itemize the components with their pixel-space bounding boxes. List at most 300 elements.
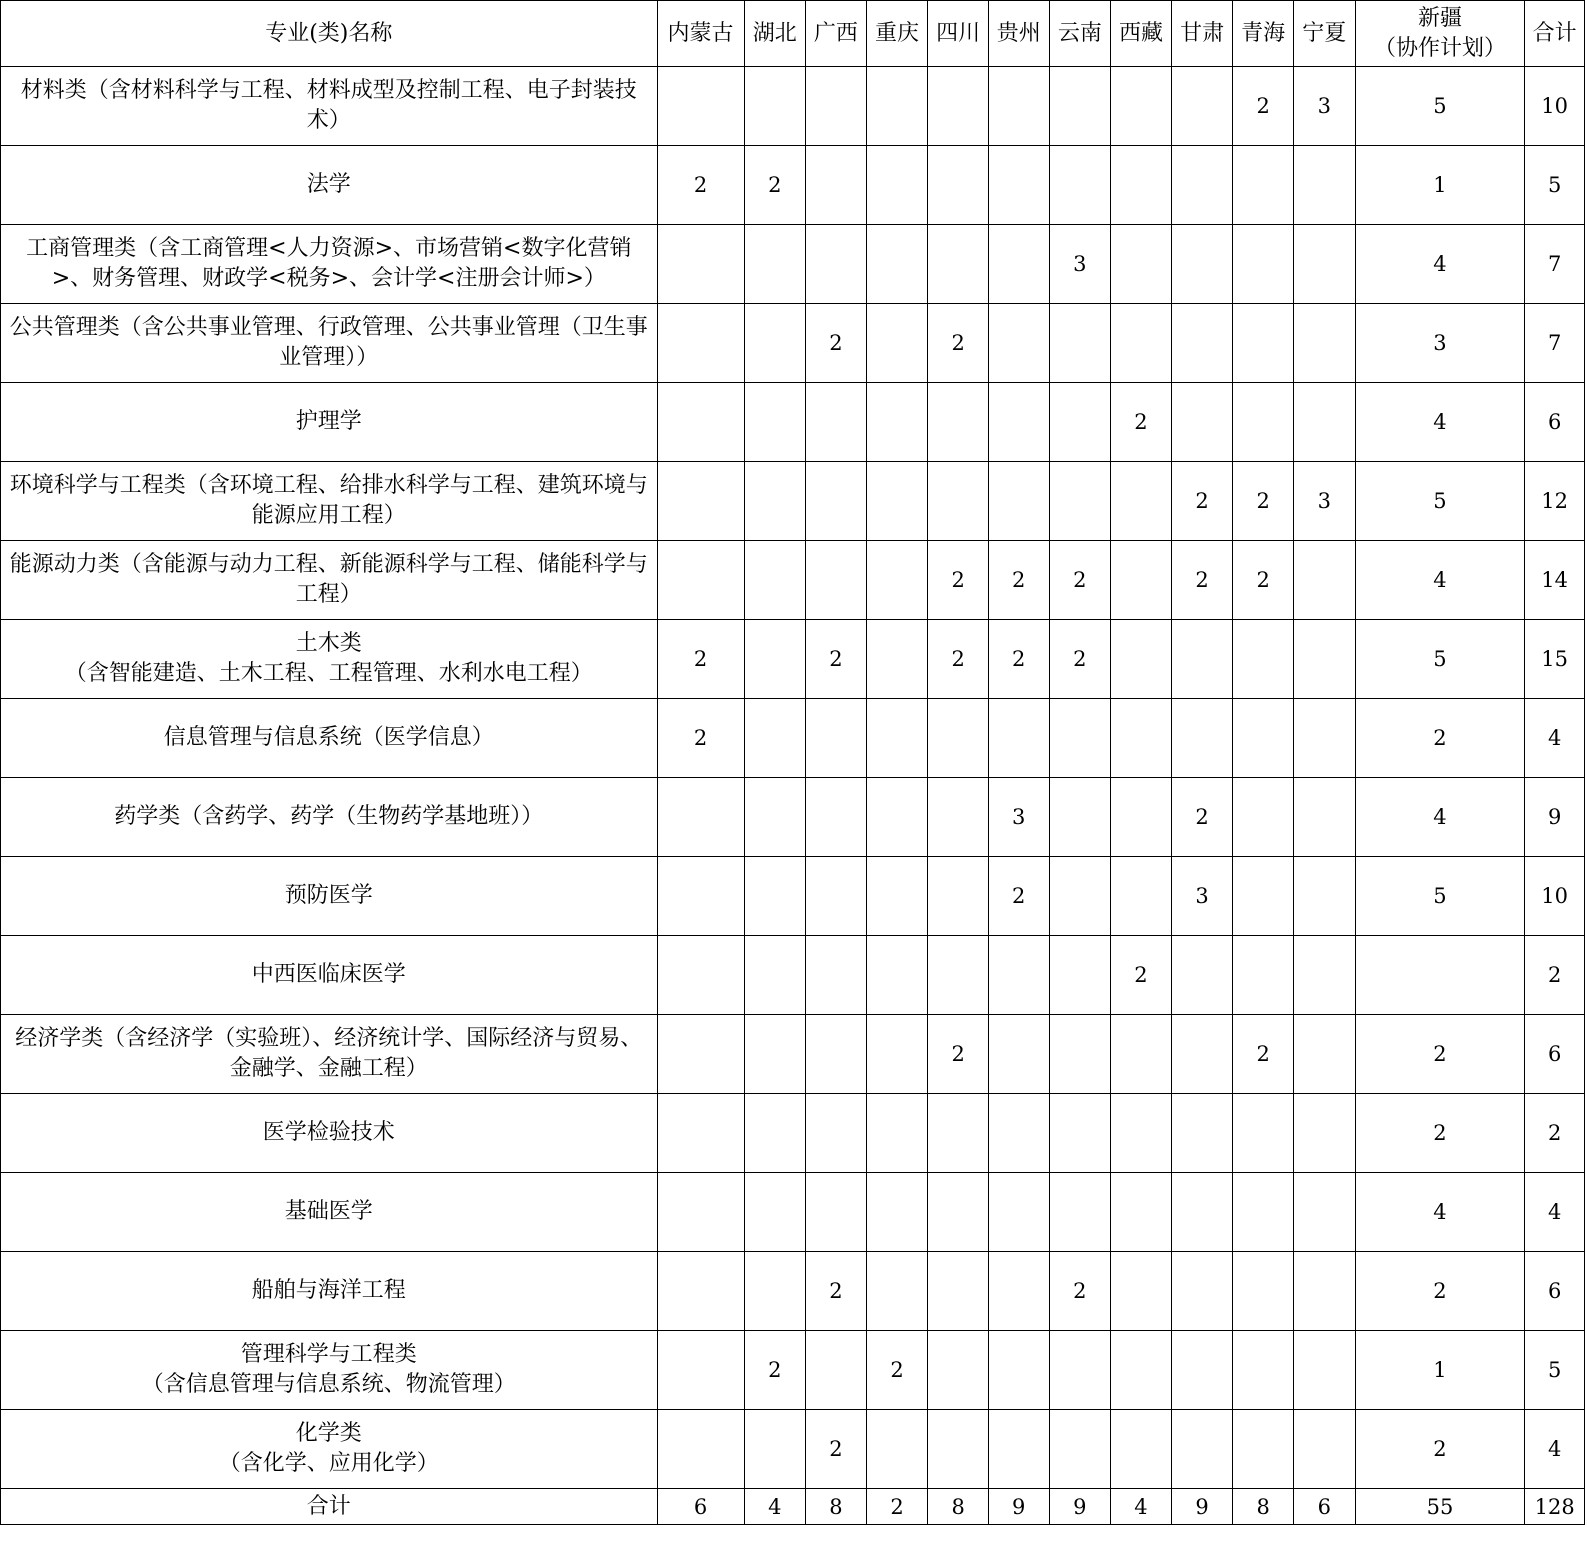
- quota-cell: [1293, 778, 1355, 857]
- major-name-cell: 医学检验技术: [1, 1094, 658, 1173]
- quota-cell: 2: [988, 620, 1049, 699]
- quota-cell: [1111, 1015, 1172, 1094]
- row-total-cell: 14: [1525, 541, 1585, 620]
- quota-cell: [744, 304, 806, 383]
- quota-cell: 4: [1355, 225, 1525, 304]
- quota-cell: [1171, 620, 1233, 699]
- quota-cell: [928, 857, 989, 936]
- quota-cell: 4: [1355, 383, 1525, 462]
- quota-cell: [1293, 1331, 1355, 1410]
- quota-cell: [1293, 225, 1355, 304]
- quota-cell: [1171, 304, 1233, 383]
- quota-cell: [1049, 778, 1111, 857]
- quota-cell: [1171, 146, 1233, 225]
- table-row: [1, 936, 1585, 1015]
- major-name-cell: 基础医学: [1, 1173, 658, 1252]
- quota-cell: [1233, 225, 1294, 304]
- quota-cell: [1049, 67, 1111, 146]
- quota-cell: [866, 699, 928, 778]
- quota-cell: 2: [1111, 383, 1172, 462]
- quota-cell: [1293, 541, 1355, 620]
- quota-cell: [1293, 383, 1355, 462]
- quota-cell: [744, 699, 806, 778]
- major-name-cell: 土木类 （含智能建造、土木工程、工程管理、水利水电工程）: [1, 620, 658, 699]
- quota-cell: 2: [657, 699, 744, 778]
- quota-cell: [866, 778, 928, 857]
- quota-cell: 2: [806, 1252, 867, 1331]
- quota-cell: 2: [988, 857, 1049, 936]
- quota-cell: 2: [866, 1331, 928, 1410]
- quota-cell: [1293, 857, 1355, 936]
- quota-cell: [806, 383, 867, 462]
- quota-cell: [1233, 1252, 1294, 1331]
- quota-cell: [1171, 1094, 1233, 1173]
- quota-cell: [988, 304, 1049, 383]
- quota-cell: [1233, 620, 1294, 699]
- column-total-cell: 8: [806, 1489, 867, 1525]
- major-name-cell: 药学类（含药学、药学（生物药学基地班））: [1, 778, 658, 857]
- major-name-cell: 护理学: [1, 383, 658, 462]
- quota-cell: [657, 1410, 744, 1489]
- column-header-region: 新疆 （协作计划）: [1355, 1, 1525, 67]
- quota-cell: 2: [1355, 1252, 1525, 1331]
- major-name-cell: 能源动力类（含能源与动力工程、新能源科学与工程、储能科学与工程）: [1, 541, 658, 620]
- row-total-cell: 9: [1525, 778, 1585, 857]
- quota-cell: [928, 67, 989, 146]
- table-row: [1, 462, 1585, 541]
- quota-cell: [1111, 1331, 1172, 1410]
- table-row: [1, 541, 1585, 620]
- column-header-region: 广西: [806, 1, 867, 67]
- quota-cell: [1171, 936, 1233, 1015]
- quota-cell: [806, 936, 867, 1015]
- quota-cell: 2: [1049, 1252, 1111, 1331]
- quota-cell: [806, 1173, 867, 1252]
- quota-cell: [806, 541, 867, 620]
- quota-cell: [1049, 1331, 1111, 1410]
- quota-cell: [1171, 1252, 1233, 1331]
- quota-cell: [1233, 1094, 1294, 1173]
- quota-cell: [988, 1331, 1049, 1410]
- quota-cell: [1111, 67, 1172, 146]
- quota-cell: 2: [1355, 1410, 1525, 1489]
- row-total-cell: 7: [1525, 304, 1585, 383]
- table-header: [1, 1, 1585, 67]
- quota-cell: [928, 383, 989, 462]
- quota-cell: [1233, 857, 1294, 936]
- table-row: [1, 304, 1585, 383]
- quota-cell: [1049, 1410, 1111, 1489]
- quota-cell: [657, 67, 744, 146]
- quota-cell: [1111, 541, 1172, 620]
- row-total-cell: 6: [1525, 1015, 1585, 1094]
- quota-cell: [866, 146, 928, 225]
- quota-cell: [928, 699, 989, 778]
- quota-cell: [928, 462, 989, 541]
- quota-cell: [1293, 146, 1355, 225]
- quota-cell: 2: [1355, 1094, 1525, 1173]
- quota-cell: [806, 462, 867, 541]
- quota-cell: 1: [1355, 146, 1525, 225]
- row-total-cell: 5: [1525, 1331, 1585, 1410]
- quota-cell: 2: [806, 620, 867, 699]
- row-total-cell: 4: [1525, 1173, 1585, 1252]
- quota-cell: [657, 857, 744, 936]
- quota-cell: [1049, 146, 1111, 225]
- quota-cell: 5: [1355, 67, 1525, 146]
- quota-cell: 2: [657, 146, 744, 225]
- column-total-cell: 6: [1293, 1489, 1355, 1525]
- quota-cell: [866, 1015, 928, 1094]
- quota-cell: [988, 699, 1049, 778]
- major-name-cell: 经济学类（含经济学（实验班）、经济统计学、国际经济与贸易、金融学、金融工程）: [1, 1015, 658, 1094]
- quota-cell: [657, 462, 744, 541]
- column-total-cell: 4: [1111, 1489, 1172, 1525]
- quota-cell: [1049, 1015, 1111, 1094]
- total-row: [1, 1489, 1585, 1525]
- major-name-cell: 环境科学与工程类（含环境工程、给排水科学与工程、建筑环境与能源应用工程）: [1, 462, 658, 541]
- quota-cell: [866, 1252, 928, 1331]
- quota-cell: [1111, 1173, 1172, 1252]
- quota-cell: [1171, 1331, 1233, 1410]
- quota-cell: [1233, 304, 1294, 383]
- major-name-cell: 法学: [1, 146, 658, 225]
- quota-cell: [1233, 1331, 1294, 1410]
- quota-cell: [1049, 383, 1111, 462]
- quota-cell: [866, 1094, 928, 1173]
- quota-cell: [928, 1173, 989, 1252]
- quota-cell: [928, 1252, 989, 1331]
- quota-cell: [1111, 620, 1172, 699]
- quota-cell: 3: [1049, 225, 1111, 304]
- quota-cell: [928, 936, 989, 1015]
- quota-cell: [806, 1331, 867, 1410]
- quota-cell: [988, 462, 1049, 541]
- row-total-cell: 10: [1525, 67, 1585, 146]
- quota-cell: [1293, 304, 1355, 383]
- quota-cell: [657, 778, 744, 857]
- quota-cell: [928, 146, 989, 225]
- quota-cell: [928, 1094, 989, 1173]
- row-total-cell: 2: [1525, 1094, 1585, 1173]
- column-total-cell: 9: [988, 1489, 1049, 1525]
- quota-cell: [657, 936, 744, 1015]
- row-total-cell: 6: [1525, 383, 1585, 462]
- quota-cell: [1293, 936, 1355, 1015]
- quota-cell: 2: [806, 1410, 867, 1489]
- table-row: [1, 225, 1585, 304]
- column-header-region: 甘肃: [1171, 1, 1233, 67]
- quota-cell: [806, 1015, 867, 1094]
- table-row: [1, 620, 1585, 699]
- quota-cell: 2: [988, 541, 1049, 620]
- quota-cell: 2: [928, 304, 989, 383]
- quota-cell: [1111, 462, 1172, 541]
- row-total-cell: 4: [1525, 699, 1585, 778]
- header-row: [1, 1, 1585, 67]
- quota-cell: 2: [744, 1331, 806, 1410]
- quota-cell: [1111, 857, 1172, 936]
- quota-cell: 2: [1233, 541, 1294, 620]
- quota-cell: [988, 1015, 1049, 1094]
- quota-cell: [1293, 1410, 1355, 1489]
- quota-cell: [657, 225, 744, 304]
- quota-cell: [1233, 1173, 1294, 1252]
- quota-cell: [657, 1331, 744, 1410]
- quota-cell: 3: [988, 778, 1049, 857]
- table-row: [1, 1252, 1585, 1331]
- row-total-cell: 7: [1525, 225, 1585, 304]
- quota-cell: [866, 936, 928, 1015]
- quota-cell: [988, 1252, 1049, 1331]
- quota-cell: [1111, 699, 1172, 778]
- quota-cell: [657, 1015, 744, 1094]
- column-header-major-name: 专业(类)名称: [1, 1, 658, 67]
- quota-cell: [744, 67, 806, 146]
- quota-cell: [866, 67, 928, 146]
- column-header-region: 西藏: [1111, 1, 1172, 67]
- column-header-region: 湖北: [744, 1, 806, 67]
- quota-cell: 2: [806, 304, 867, 383]
- quota-cell: [1049, 304, 1111, 383]
- quota-cell: [744, 462, 806, 541]
- quota-cell: [657, 1094, 744, 1173]
- quota-cell: [1233, 383, 1294, 462]
- table-row: [1, 857, 1585, 936]
- quota-cell: 2: [1171, 541, 1233, 620]
- column-total-cell: 9: [1171, 1489, 1233, 1525]
- quota-cell: 2: [657, 620, 744, 699]
- quota-cell: 5: [1355, 857, 1525, 936]
- column-total-cell: 2: [866, 1489, 928, 1525]
- table-row: [1, 1331, 1585, 1410]
- column-total-cell: 9: [1049, 1489, 1111, 1525]
- quota-cell: [1171, 1015, 1233, 1094]
- quota-cell: [744, 383, 806, 462]
- quota-cell: [806, 778, 867, 857]
- major-name-cell: 材料类（含材料科学与工程、材料成型及控制工程、电子封装技术）: [1, 67, 658, 146]
- table-footer: [1, 1489, 1585, 1525]
- quota-cell: [988, 1094, 1049, 1173]
- total-label: 合计: [1, 1489, 658, 1525]
- quota-cell: 2: [928, 620, 989, 699]
- row-total-cell: 4: [1525, 1410, 1585, 1489]
- quota-cell: [866, 541, 928, 620]
- major-name-cell: 公共管理类（含公共事业管理、行政管理、公共事业管理（卫生事业管理））: [1, 304, 658, 383]
- quota-cell: [866, 1173, 928, 1252]
- quota-cell: [928, 1410, 989, 1489]
- quota-cell: [1171, 67, 1233, 146]
- column-total-cell: 128: [1525, 1489, 1585, 1525]
- quota-cell: 2: [1355, 1015, 1525, 1094]
- quota-cell: [1293, 1015, 1355, 1094]
- major-name-cell: 工商管理类（含工商管理<人力资源>、市场营销<数字化营销>、财务管理、财政学<税务>、会计学<注册会计师>）: [1, 225, 658, 304]
- quota-cell: [866, 620, 928, 699]
- quota-cell: [1111, 146, 1172, 225]
- major-name-cell: 中西医临床医学: [1, 936, 658, 1015]
- column-header-region: 云南: [1049, 1, 1111, 67]
- quota-cell: [744, 620, 806, 699]
- quota-cell: [806, 699, 867, 778]
- quota-cell: [806, 857, 867, 936]
- column-header-region: 青海: [1233, 1, 1294, 67]
- quota-cell: 2: [928, 541, 989, 620]
- quota-cell: 4: [1355, 778, 1525, 857]
- quota-cell: [1049, 699, 1111, 778]
- quota-cell: 5: [1355, 620, 1525, 699]
- quota-cell: [1233, 699, 1294, 778]
- quota-cell: [988, 146, 1049, 225]
- quota-cell: [866, 383, 928, 462]
- column-total-cell: 8: [1233, 1489, 1294, 1525]
- quota-cell: [1049, 857, 1111, 936]
- quota-cell: [1233, 146, 1294, 225]
- quota-cell: [744, 1015, 806, 1094]
- quota-cell: [744, 778, 806, 857]
- quota-cell: [1171, 225, 1233, 304]
- quota-cell: [1111, 304, 1172, 383]
- quota-cell: 2: [1233, 462, 1294, 541]
- quota-cell: [866, 1410, 928, 1489]
- row-total-cell: 6: [1525, 1252, 1585, 1331]
- quota-cell: 2: [1171, 778, 1233, 857]
- quota-cell: [806, 1094, 867, 1173]
- quota-cell: [1233, 1410, 1294, 1489]
- quota-cell: [1171, 699, 1233, 778]
- quota-cell: [744, 1173, 806, 1252]
- quota-cell: [1049, 1094, 1111, 1173]
- quota-cell: [1111, 225, 1172, 304]
- major-name-cell: 化学类 （含化学、应用化学）: [1, 1410, 658, 1489]
- quota-cell: [988, 1410, 1049, 1489]
- quota-cell: [988, 936, 1049, 1015]
- quota-cell: [866, 304, 928, 383]
- quota-cell: [806, 146, 867, 225]
- row-total-cell: 5: [1525, 146, 1585, 225]
- quota-cell: [744, 541, 806, 620]
- column-total-cell: 55: [1355, 1489, 1525, 1525]
- quota-cell: [928, 778, 989, 857]
- quota-cell: [744, 936, 806, 1015]
- quota-cell: [657, 541, 744, 620]
- major-name-cell: 管理科学与工程类 （含信息管理与信息系统、物流管理）: [1, 1331, 658, 1410]
- quota-cell: [1171, 1410, 1233, 1489]
- quota-cell: [657, 1173, 744, 1252]
- table-row: [1, 1094, 1585, 1173]
- quota-cell: 4: [1355, 1173, 1525, 1252]
- row-total-cell: 2: [1525, 936, 1585, 1015]
- quota-cell: 2: [928, 1015, 989, 1094]
- table-row: [1, 1410, 1585, 1489]
- quota-cell: [744, 1252, 806, 1331]
- column-header-total: 合计: [1525, 1, 1585, 67]
- quota-cell: [744, 1094, 806, 1173]
- table-row: [1, 1015, 1585, 1094]
- column-header-region: 宁夏: [1293, 1, 1355, 67]
- quota-cell: 2: [1233, 1015, 1294, 1094]
- quota-cell: [988, 225, 1049, 304]
- quota-cell: [744, 857, 806, 936]
- quota-cell: [1171, 1173, 1233, 1252]
- quota-cell: [1049, 1173, 1111, 1252]
- quota-cell: [1293, 1173, 1355, 1252]
- quota-cell: [1293, 1252, 1355, 1331]
- quota-cell: [657, 1252, 744, 1331]
- major-name-cell: 预防医学: [1, 857, 658, 936]
- quota-cell: 2: [1111, 936, 1172, 1015]
- quota-cell: [1111, 1252, 1172, 1331]
- quota-cell: 3: [1293, 67, 1355, 146]
- quota-cell: [1049, 462, 1111, 541]
- quota-cell: [866, 462, 928, 541]
- table-row: [1, 67, 1585, 146]
- quota-cell: 5: [1355, 462, 1525, 541]
- quota-cell: 3: [1171, 857, 1233, 936]
- major-name-cell: 信息管理与信息系统（医学信息）: [1, 699, 658, 778]
- column-total-cell: 6: [657, 1489, 744, 1525]
- quota-cell: [744, 225, 806, 304]
- quota-cell: [1293, 1094, 1355, 1173]
- column-total-cell: 8: [928, 1489, 989, 1525]
- quota-cell: 3: [1355, 304, 1525, 383]
- quota-cell: 2: [1171, 462, 1233, 541]
- table-row: [1, 699, 1585, 778]
- quota-cell: [744, 1410, 806, 1489]
- quota-cell: [1111, 778, 1172, 857]
- row-total-cell: 10: [1525, 857, 1585, 936]
- column-total-cell: 4: [744, 1489, 806, 1525]
- quota-cell: 4: [1355, 541, 1525, 620]
- row-total-cell: 12: [1525, 462, 1585, 541]
- quota-cell: [866, 857, 928, 936]
- quota-cell: [1293, 620, 1355, 699]
- quota-cell: 2: [1049, 620, 1111, 699]
- quota-cell: [1233, 936, 1294, 1015]
- table-row: [1, 778, 1585, 857]
- row-total-cell: 15: [1525, 620, 1585, 699]
- quota-cell: [988, 383, 1049, 462]
- quota-cell: [988, 67, 1049, 146]
- major-name-cell: 船舶与海洋工程: [1, 1252, 658, 1331]
- column-header-region: 内蒙古: [657, 1, 744, 67]
- quota-cell: [1049, 936, 1111, 1015]
- quota-cell: [1171, 383, 1233, 462]
- quota-cell: 1: [1355, 1331, 1525, 1410]
- quota-cell: 2: [744, 146, 806, 225]
- quota-cell: 2: [1355, 699, 1525, 778]
- column-header-region: 重庆: [866, 1, 928, 67]
- quota-cell: [1233, 778, 1294, 857]
- column-header-region: 四川: [928, 1, 989, 67]
- quota-cell: [866, 225, 928, 304]
- quota-cell: [1111, 1410, 1172, 1489]
- table-row: [1, 146, 1585, 225]
- quota-cell: [657, 304, 744, 383]
- quota-cell: [1111, 1094, 1172, 1173]
- quota-cell: [988, 1173, 1049, 1252]
- quota-cell: [928, 225, 989, 304]
- table-row: [1, 1173, 1585, 1252]
- quota-cell: [806, 67, 867, 146]
- quota-cell: 2: [1049, 541, 1111, 620]
- quota-cell: [1293, 699, 1355, 778]
- table-body: [1, 67, 1585, 1489]
- column-header-region: 贵州: [988, 1, 1049, 67]
- quota-cell: 3: [1293, 462, 1355, 541]
- quota-cell: [657, 383, 744, 462]
- quota-cell: [806, 225, 867, 304]
- quota-cell: 2: [1233, 67, 1294, 146]
